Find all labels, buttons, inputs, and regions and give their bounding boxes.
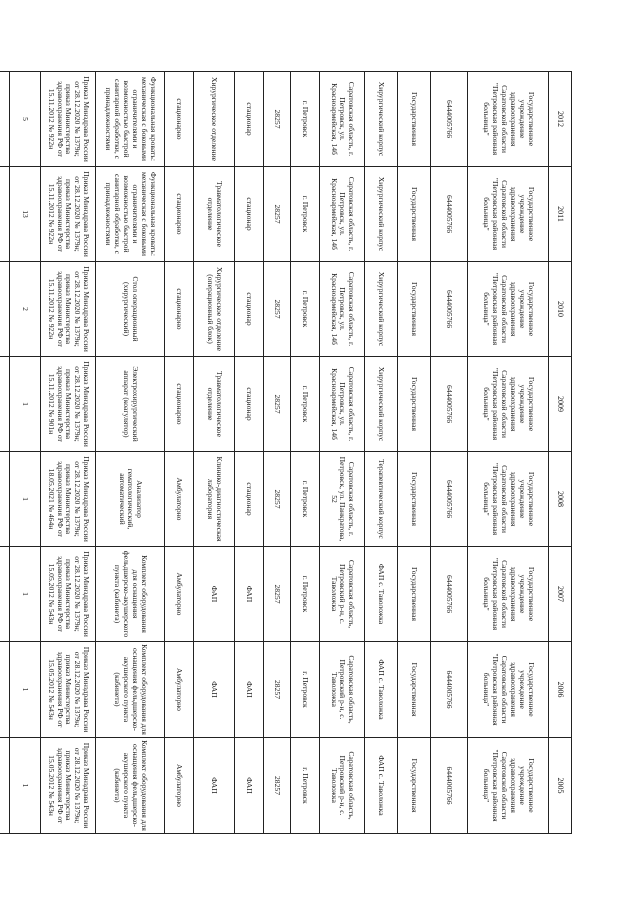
table-cell bbox=[0, 167, 10, 262]
table-cell: 1 bbox=[10, 357, 41, 452]
inn-row bbox=[431, 72, 468, 834]
table-cell: 6444005766 bbox=[431, 738, 468, 834]
table-cell: 6444005766 bbox=[431, 167, 468, 262]
table-cell: Приказ Минздрава России от 28.12.2020 № 1379н; приказ Министерства здравоохранения РФ от 15.05.2012 № 543н bbox=[41, 547, 96, 642]
table-cell: Травматологическое отделение bbox=[194, 167, 235, 262]
table-cell: Приказ Минздрава России от 28.12.2020 № 1379н; приказ Министерства здравоохранения РФ от 15.11.2012 № 901н bbox=[41, 357, 96, 452]
table-cell: Государственное учреждение здравоохранения Саратовской области "Петровская районная больница" bbox=[468, 167, 549, 262]
table-cell: стационар bbox=[235, 72, 264, 167]
table-cell: ФАП с. Таволожка bbox=[365, 738, 398, 834]
table-cell: Хирургическое отделение bbox=[194, 72, 235, 167]
table-cell: Саратовская область, Петровский р-н, с. Таволожка bbox=[320, 642, 365, 738]
table-cell: Приказ Минздрава России от 28.12.2020 № 1379н; приказ Министерства здравоохранения РФ от 15.11.2012 № 922н bbox=[41, 262, 96, 357]
table-cell: Хирургический корпус bbox=[365, 167, 398, 262]
table-cell: Хирургический корпус bbox=[365, 72, 398, 167]
equipment-row bbox=[96, 72, 165, 834]
rotated-document-page bbox=[21, 71, 572, 833]
table-cell: 6444005766 bbox=[431, 262, 468, 357]
table-cell: Комплект оборудования для оснащения фельдшерско-акушерского пункта (кабинета) bbox=[96, 738, 165, 834]
table-cell: Хирургическое отделение (операционный блок) bbox=[194, 262, 235, 357]
table-cell: стационарно bbox=[165, 72, 194, 167]
date-row bbox=[0, 72, 10, 834]
table-cell: 28257 bbox=[264, 642, 291, 738]
year-header: 2005 bbox=[549, 738, 572, 834]
table-cell: г. Петровск bbox=[291, 547, 320, 642]
table-cell: 6444005766 bbox=[431, 547, 468, 642]
table-cell: ФАП bbox=[194, 642, 235, 738]
table-cell: 1 bbox=[10, 452, 41, 547]
table-cell: стационар bbox=[235, 452, 264, 547]
quantity-row bbox=[10, 72, 41, 834]
table-cell: Государственная bbox=[398, 738, 431, 834]
table-cell: г. Петровск bbox=[291, 642, 320, 738]
year-header: 2009 bbox=[549, 357, 572, 452]
table-cell: Государственное учреждение здравоохранения Саратовской области "Петровская районная больница" bbox=[468, 738, 549, 834]
table-cell: Саратовская область, г. Петровск, ул. Красноармейская, 14б bbox=[320, 357, 365, 452]
table-cell: Хирургический корпус bbox=[365, 262, 398, 357]
institution-row bbox=[468, 72, 549, 834]
department-row bbox=[194, 72, 235, 834]
table-cell: 5 bbox=[10, 72, 41, 167]
table-cell: Государственная bbox=[398, 642, 431, 738]
table-cell: Приказ Минздрава России от 28.12.2020 № 1379н; приказ Министерства здравоохранения РФ от 15.11.2012 № 922н bbox=[41, 167, 96, 262]
table-cell: Амбулаторно bbox=[165, 738, 194, 834]
table-cell bbox=[0, 72, 10, 167]
header-row bbox=[549, 72, 572, 834]
table-cell: Государственная bbox=[398, 262, 431, 357]
address-row bbox=[320, 72, 365, 834]
table-cell: Саратовская область, Петровский р-н, с. Таволожка bbox=[320, 738, 365, 834]
table-cell: Государственное учреждение здравоохранения Саратовской области "Петровская районная больница" bbox=[468, 262, 549, 357]
year-header: 2011 bbox=[549, 167, 572, 262]
ownership-row bbox=[398, 72, 431, 834]
table-cell: Саратовская область, г. Петровск, ул. Красноармейская, 14б bbox=[320, 72, 365, 167]
table-cell: Травматологическое отделение bbox=[194, 357, 235, 452]
table-cell: 2 bbox=[10, 262, 41, 357]
table-cell: Стол операционный (хирургический) bbox=[96, 262, 165, 357]
table-cell: 28257 bbox=[264, 547, 291, 642]
table-cell: Электрохирургический аппарат (коагулятор) bbox=[96, 357, 165, 452]
table-cell: Хирургический корпус bbox=[365, 357, 398, 452]
city-row bbox=[291, 72, 320, 834]
table-cell: ФАП с. Таволожка bbox=[365, 642, 398, 738]
table-cell bbox=[0, 262, 10, 357]
table-cell: ФАП bbox=[235, 642, 264, 738]
table-cell: Функциональная кровать: механическая с боковыми ограничителями и возможностью быстрой санитарной обработки, с принадлежностями bbox=[96, 72, 165, 167]
table-cell: Саратовская область, Петровский р-н, с. Таволожка bbox=[320, 547, 365, 642]
table-cell: Функциональная кровать: механическая с боковыми ограничителями и возможностью быстрой санитарной обработки, с принадлежностями bbox=[96, 167, 165, 262]
year-header: 2006 bbox=[549, 642, 572, 738]
table-cell: Государственное учреждение здравоохранения Саратовской области "Петровская районная больница" bbox=[468, 452, 549, 547]
table-cell: г. Петровск bbox=[291, 72, 320, 167]
table-cell: ФАП bbox=[235, 738, 264, 834]
table-cell: г. Петровск bbox=[291, 357, 320, 452]
table-cell: ФАП bbox=[194, 738, 235, 834]
table-cell: г. Петровск bbox=[291, 167, 320, 262]
table-cell bbox=[0, 738, 10, 834]
table-cell: Государственное учреждение здравоохранения Саратовской области "Петровская районная больница" bbox=[468, 72, 549, 167]
table-cell: Комплект оборудования для оснащения фельдшерско-акушерского пункта (кабинета) bbox=[96, 547, 165, 642]
table-cell: 13 bbox=[10, 167, 41, 262]
table-cell: 6444005766 bbox=[431, 642, 468, 738]
table-cell bbox=[0, 547, 10, 642]
table-cell: г. Петровск bbox=[291, 738, 320, 834]
table-cell: ФАП с. Таволожка bbox=[365, 547, 398, 642]
table-cell: 1 bbox=[10, 642, 41, 738]
table-cell: Государственная bbox=[398, 547, 431, 642]
table-cell: Саратовская область, г. Петровск, ул. Красноармейская, 14б bbox=[320, 262, 365, 357]
table-cell: 6444005766 bbox=[431, 452, 468, 547]
table-cell: Клинико-диагностическая лаборатория bbox=[194, 452, 235, 547]
care-mode-row bbox=[165, 72, 194, 834]
table-cell: Саратовская область, г. Петровск, ул. Панкратова, 52 bbox=[320, 452, 365, 547]
year-header: 2012 bbox=[549, 72, 572, 167]
table-cell: Анализатор гематологический, автоматический bbox=[96, 452, 165, 547]
table-cell: Комплект оборудования для оснащения фельдшерско-акушерского пункта (кабинета) bbox=[96, 642, 165, 738]
table-cell: 1 bbox=[10, 547, 41, 642]
table-cell: г. Петровск bbox=[291, 262, 320, 357]
table-cell: Приказ Минздрава России от 28.12.2020 № 1379н; приказ Министерства здравоохранения РФ от 18.05.2021 № 464н bbox=[41, 452, 96, 547]
table-cell bbox=[0, 452, 10, 547]
table-cell: Государственная bbox=[398, 357, 431, 452]
table-cell: Государственное учреждение здравоохранения Саратовской области "Петровская районная больница" bbox=[468, 642, 549, 738]
table-cell: Амбулаторно bbox=[165, 452, 194, 547]
table-cell: Приказ Минздрава России от 28.12.2020 № 1379н; приказ Министерства здравоохранения РФ от 15.05.2012 № 543н bbox=[41, 738, 96, 834]
table-cell: ФАП bbox=[235, 547, 264, 642]
table-cell: стационарно bbox=[165, 262, 194, 357]
table-cell: стационарно bbox=[165, 357, 194, 452]
table-cell: Приказ Минздрава России от 28.12.2020 № 1379н; приказ Министерства здравоохранения РФ от 15.11.2012 № 922н bbox=[41, 72, 96, 167]
table-cell: Государственная bbox=[398, 452, 431, 547]
table-cell: Государственная bbox=[398, 72, 431, 167]
regulation-row bbox=[41, 72, 96, 834]
table-cell: стационарно bbox=[165, 167, 194, 262]
table-cell bbox=[0, 642, 10, 738]
table-cell: г. Петровск bbox=[291, 452, 320, 547]
table-cell: 28257 bbox=[264, 167, 291, 262]
table-cell: 28257 bbox=[264, 262, 291, 357]
table-cell: Саратовская область, г. Петровск, ул. Красноармейская, 14б bbox=[320, 167, 365, 262]
table-cell: 1 bbox=[10, 738, 41, 834]
facility-type-row bbox=[235, 72, 264, 834]
table-cell: Приказ Минздрава России от 28.12.2020 № 1379н; приказ Министерства здравоохранения РФ от 15.05.2012 № 543н bbox=[41, 642, 96, 738]
table-cell: 28257 bbox=[264, 357, 291, 452]
table-cell: 28257 bbox=[264, 738, 291, 834]
table-cell: 28257 bbox=[264, 452, 291, 547]
year-header: 2008 bbox=[549, 452, 572, 547]
year-header: 2010 bbox=[549, 262, 572, 357]
table-cell: Государственное учреждение здравоохранения Саратовской области "Петровская районная больница" bbox=[468, 547, 549, 642]
table-cell: стационар bbox=[235, 167, 264, 262]
equipment-table bbox=[0, 71, 572, 834]
table-cell: 6444005766 bbox=[431, 357, 468, 452]
table-cell: Государственная bbox=[398, 167, 431, 262]
postcode-row bbox=[264, 72, 291, 834]
table-cell: 28257 bbox=[264, 72, 291, 167]
table-cell: Амбулаторно bbox=[165, 642, 194, 738]
building-row bbox=[365, 72, 398, 834]
table-cell: Государственное учреждение здравоохранения Саратовской области "Петровская районная больница" bbox=[468, 357, 549, 452]
table-cell: Терапевтический корпус bbox=[365, 452, 398, 547]
table-cell bbox=[0, 357, 10, 452]
table-body bbox=[0, 72, 572, 834]
table-cell: ФАП bbox=[194, 547, 235, 642]
table-cell: стационар bbox=[235, 357, 264, 452]
table-cell: Амбулаторно bbox=[165, 547, 194, 642]
table-cell: 6444005766 bbox=[431, 72, 468, 167]
year-header: 2007 bbox=[549, 547, 572, 642]
table-cell: стационар bbox=[235, 262, 264, 357]
